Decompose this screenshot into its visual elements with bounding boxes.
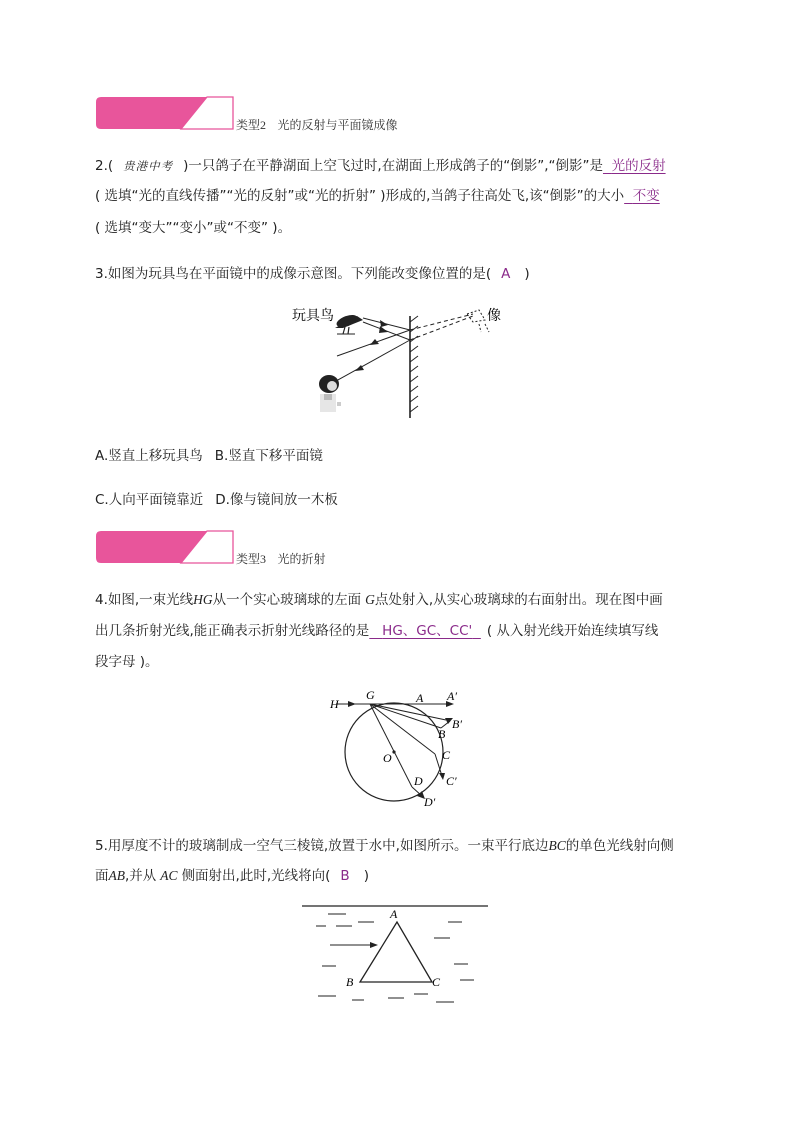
- section-header-badge: [95, 96, 240, 130]
- bird-image-icon: [467, 310, 489, 332]
- option-d: D.像与镜间放一木板: [215, 492, 338, 508]
- answer-blank: HG、GC、CC': [382, 623, 473, 639]
- svg-text:O: O: [383, 751, 392, 765]
- answer-blank: 光的反射: [611, 158, 666, 174]
- figure-glass-sphere: [322, 688, 472, 817]
- section-header-badge: [95, 530, 240, 564]
- question-2-line-3: ( 选填“变大”“变小”或“不变” )。: [95, 220, 292, 236]
- question-5-line-1: 5.用厚度不计的玻璃制成一空气三棱镜,放置于水中,如图所示。一束平行底边BC的单色光线射向侧: [95, 838, 674, 854]
- question-source: 贵港中考: [123, 159, 174, 173]
- question-2-line-1: 2.( 贵港中考 )一只鸽子在平静湖面上空飞过时,在湖面上形成鸽子的“倒影”,“倒影”是 光的反射: [95, 158, 666, 174]
- section-header-type2: [95, 96, 515, 130]
- figure-air-prism: [302, 900, 492, 1014]
- svg-text:C: C: [432, 975, 441, 989]
- prism-triangle: [360, 922, 432, 982]
- svg-text:A: A: [416, 691, 424, 705]
- label-toy-bird: 玩具鸟: [292, 309, 334, 324]
- svg-text:A′: A′: [447, 689, 457, 703]
- svg-text:H: H: [330, 697, 339, 711]
- question-3-stem: 3.如图为玩具鸟在平面镜中的成像示意图。下列能改变像位置的是( A ): [95, 266, 530, 282]
- answer-choice: A: [501, 266, 511, 282]
- option-a: A.竖直上移玩具鸟: [95, 448, 203, 464]
- figure-toy-bird-mirror: [285, 298, 515, 427]
- svg-text:B: B: [346, 975, 354, 989]
- svg-text:D: D: [414, 774, 423, 788]
- svg-text:D′: D′: [424, 795, 436, 809]
- question-5-line-2: 面AB,并从 AC 侧面射出,此时,光线将向( B ): [95, 868, 369, 884]
- svg-text:B′: B′: [452, 717, 462, 731]
- svg-text:B: B: [438, 727, 446, 741]
- question-4-line-3: 段字母 )。: [95, 654, 159, 670]
- section-title: 类型2 光的反射与平面镜成像: [236, 118, 398, 132]
- option-c: C.人向平面镜靠近: [95, 492, 204, 508]
- toy-bird-icon: [335, 313, 363, 334]
- svg-text:A: A: [390, 907, 398, 921]
- section-header-type3: [95, 530, 515, 564]
- svg-text:G: G: [366, 688, 375, 702]
- question-4-line-1: 4.如图,一束光线HG从一个实心玻璃球的左面 G点处射入,从实心玻璃球的右面射出。现在图中画: [95, 592, 663, 608]
- answer-blank: 不变: [632, 188, 660, 204]
- water-marks: [316, 914, 474, 1002]
- question-2-line-2: ( 选填“光的直线传播”“光的反射”或“光的折射” )形成的,当鸽子往高处飞,该“倒影”的大小 不变: [95, 188, 660, 204]
- question-3-options-cd: [95, 490, 338, 510]
- section-title: 类型3 光的折射: [236, 552, 326, 566]
- answer-choice: B: [340, 868, 350, 884]
- question-3-options-ab: [95, 446, 323, 466]
- svg-text:C′: C′: [446, 774, 457, 788]
- question-4-line-2: 出几条折射光线,能正确表示折射光线路径的是 HG、GC、CC' ( 从入射光线开始连续填写线: [95, 623, 659, 639]
- label-image: 像: [487, 309, 501, 324]
- option-b: B.竖直下移平面镜: [214, 448, 323, 464]
- person-icon: [319, 375, 341, 412]
- svg-text:C: C: [442, 748, 451, 762]
